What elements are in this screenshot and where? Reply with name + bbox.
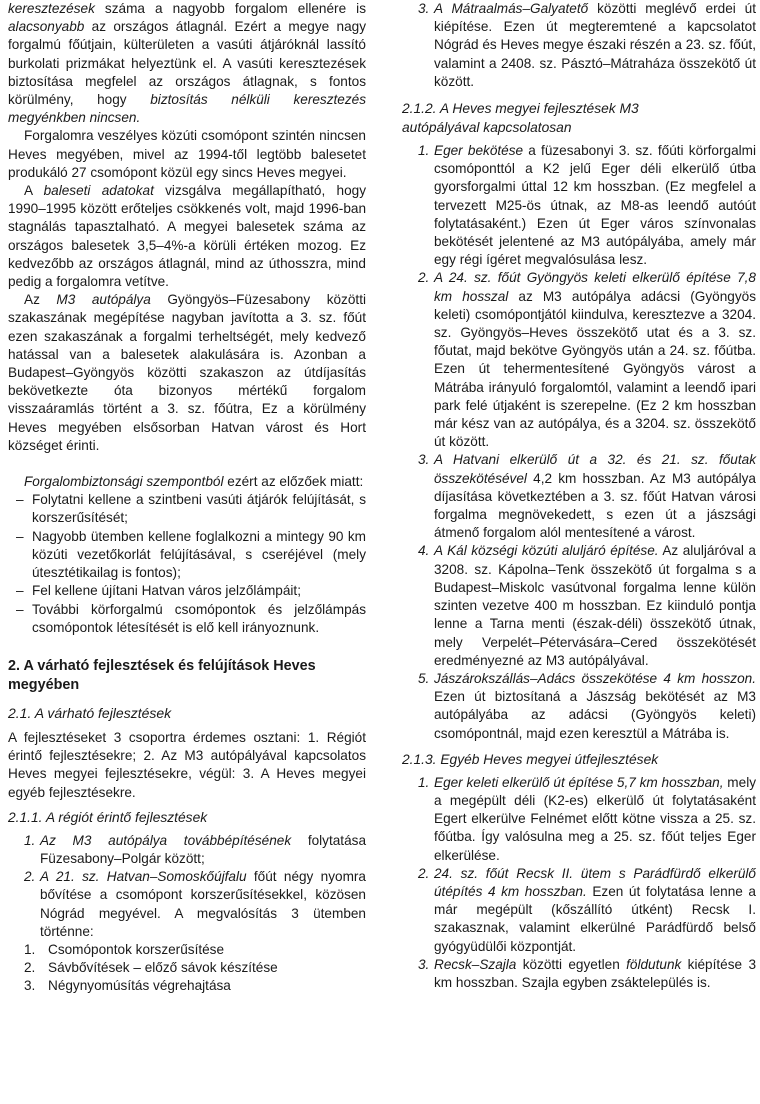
section-heading-2-1-2: 2.1.2. A Heves megyei fejlesztések M3 autópályával kapcsolatosan — [402, 101, 639, 136]
list-item: 3. Recsk–Szajla közötti egyetlen földutunk kiépítése 3 km hosszban. Szajla egyben zsáktelepülés is. — [418, 956, 757, 990]
other-developments-list — [402, 774, 756, 992]
left-column — [8, 0, 366, 996]
list-item: 3. A Mátraalmás–Galyatető közötti meglévő erdei út kiépítése. Ezen út megteremtené a kapcsolatot Nógrád és Heves megye északi részén a 23. sz. főút, valamint a 2408. sz. Pásztó–Mátraháza összekötő út között. — [418, 1, 757, 89]
list-item: 3. Négynyomúsítás végrehajtása — [24, 978, 231, 994]
paragraph-railway-crossings: keresztezések száma a nagyobb forgalom ellenére is alacsonyabb az országos átlagnál. Ezért a megye nagy forgalmú főútjain, külterületen a vasúti átjáróknál lassító burkolati prizmákat helyeztünk el. A vasúti keresztezések biztosítása megfelel az országos átlagnak, s fontos körülmény, hogy biztosítás nélküli keresztezés megyénkben nincsen. — [8, 1, 366, 126]
section-heading-2-1-3: 2.1.3. Egyéb Heves megyei útfejlesztések — [402, 751, 659, 767]
list-item: 5. Jászárokszállás–Adács összekötése 4 km hosszon. Ezen út biztosítaná a Jászság bekötését az M3 autópályába az adácsi (Gyöngyös keleti) csomópontnál, majd ezen keresztül a Mátrába is. — [418, 670, 756, 741]
list-item: 2. A 21. sz. Hatvan–Somoskőújfalu főút négy nyomra bővítése a csomópont korszerűsítésekkel, közösen Nógrád megyével. A megvalósítás 3 ütemben történne: — [24, 869, 366, 939]
list-item: – Fel kellene újítani Hatvan város jelzőlámpáit; — [8, 582, 366, 600]
list-item: 2. 24. sz. főút Recsk II. ütem s Parádfürdő elkerülő útépítés 4 km hosszban. Ezen út folytatása lenne a már megépült (kőszállító útként) Recsk I. szakasznak, valamint elkerülné Parádfürdő belső gyógyüdülői központját. — [418, 865, 756, 954]
list-item: – Nagyobb ütemben kellene foglalkozni a mintegy 90 km közúti vezetőkorlát felújításával, s cseréjével (mely útesztétikailag is fontos); — [8, 528, 366, 583]
list-item: – Folytatni kellene a szintbeni vasúti átjárók felújítását, s korszerűsítését; — [8, 491, 366, 527]
list-item: 1. Eger keleti elkerülő út építése 5,7 km hosszban, mely a megépült déli (K2-es) elkerülő út folytatásaként Egert elkerülve Felnémet előtt kötne vissza a 25. sz. főútba. Így valósulna meg a 25. sz. főút teljes Eger elkerülése. — [418, 774, 757, 863]
list-item: 3. A Hatvani elkerülő út a 32. és 21. sz. főutak összekötésével 4,2 km hosszban. Az M3 autópálya díjasítása következtében a 3. sz. főút Hatvan városi forgalma megnövekedett, s ezen út a jászsági átmenő forgalom alól mentesítené a várost. — [418, 452, 756, 541]
section-heading-2: 2. A várható fejlesztések és felújítások Heves megyében — [8, 657, 316, 693]
list-item: 1. Csomópontok korszerűsítése — [24, 941, 225, 957]
list-item: 4. A Kál községi közúti aluljáró építése. Az aluljáróval a 3208. sz. Kápolna–Tenk összekötő út forgalma s a Budapest–Miskolc vasútvonal forgalma lenne külön szinten vezetve 400 m hosszban. Ez kiinduló pontja lenne a Tarna menti (észak-déli) összekötő útnak, mely Verpelét–Pétervására–Cered összekötését eredményezné az M3 autópályával. — [418, 543, 756, 668]
regional-developments-list — [8, 832, 366, 941]
paragraph-junctions: Forgalomra veszélyes közúti csomópont szintén nincsen Heves megyében, mivel az 1994-től legtöbb balesetet produkáló 27 csomópont közül egy sincs Heves megyei. — [8, 128, 366, 180]
paragraph-development-groups: A fejlesztéseket 3 csoportra érdemes osztani: 1. Régiót érintő fejlesztésekre; 2. Az M3 autópályával kapcsolatos Heves megyei fejlesztésekre, végül: 3. A Heves megyei egyéb fejlesztésekre. — [8, 729, 366, 800]
list-item: 1. Eger bekötése a füzesabonyi 3. sz. főúti körforgalmi csomóponttól a K2 jelű Eger déli elkerülő útba gyorsforgalmi úttal 12 km hosszban. (Ez megfelel a tervezett M25-ös útnak, az M8-as leendő autóút folytatásaként.) Ezen út Eger város színvonalas bekötését jelentené az M3 autópályába, amely már egy régi ígéret megvalósulása lesz. — [418, 143, 757, 268]
list-item: 2. Sávbővítések – előző sávok készítése — [24, 960, 278, 976]
right-column — [402, 0, 756, 992]
regional-developments-list-continued — [402, 0, 756, 91]
section-heading-2-1: 2.1. A várható fejlesztések — [8, 704, 172, 721]
list-item: 1. Az M3 autópálya továbbépítésének folytatása Füzesabony–Polgár között; — [24, 832, 367, 866]
paragraph-accident-data: A baleseti adatokat vizsgálva megállapítható, hogy 1990–1995 között erőteljes csökkenés volt, majd 1996-ban stagnálás tapasztalható. A megyei balesetek száma az országos balesetek 3,5–4%-a körüli értéken mozog. Ez kedvezőbb az országos átlagnál, mind az úthosszra, mind pedig a forgalomra vetítve. — [8, 183, 367, 290]
safety-dash-list — [8, 491, 366, 637]
paragraph-m3-motorway: Az M3 autópálya Gyöngyös–Füzesabony közötti szakaszának megépítése nagyban javította a 3. sz. főút ezen szakaszának a forgalmi terheltségét, mely kedvező hatással van a balesetek alakulására is. Azonban a Budapest–Gyöngyös közötti szakaszon az útdíjasítás bekövetkezte óta bizonyos mértékű forgalom visszaáramlás történt a 3. sz. főútra, Ez a körülmény Heves megyében elsősorban Hatvan várost és Hort községet érinti. — [8, 292, 366, 453]
list-item: 2. A 24. sz. főút Gyöngyös keleti elkerülő építése 7,8 km hosszal az M3 autópálya adácsi (Gyöngyös keleti) csomópontjától kiindulva, keresztezve a 3204. sz. Gyöngyös–Heves összekötő utat és a 3. sz. főutat, majd bekötve Gyöngyös után a 24. sz. főútba. Ezen út tehermentesítené Gyöngyös várost a Mátrába irányuló forgalomtól, valamint a leendő ipari park felé útjaként is szerepelne. (Ez 2 km hosszban már kész van az autópálya, és a 3204. sz. összekötő út között. — [418, 270, 756, 450]
list-item: – További körforgalmú csomópontok és jelzőlámpás csomópontok létesítését is elő kell irányoznunk. — [8, 601, 366, 637]
m3-developments-list — [402, 142, 756, 743]
paragraph-safety-intro: Forgalombiztonsági szempontból ezért az előzőek miatt: — [24, 474, 364, 490]
section-heading-2-1-1: 2.1.1. A régiót érintő fejlesztések — [8, 809, 208, 825]
phases-list — [8, 941, 366, 996]
